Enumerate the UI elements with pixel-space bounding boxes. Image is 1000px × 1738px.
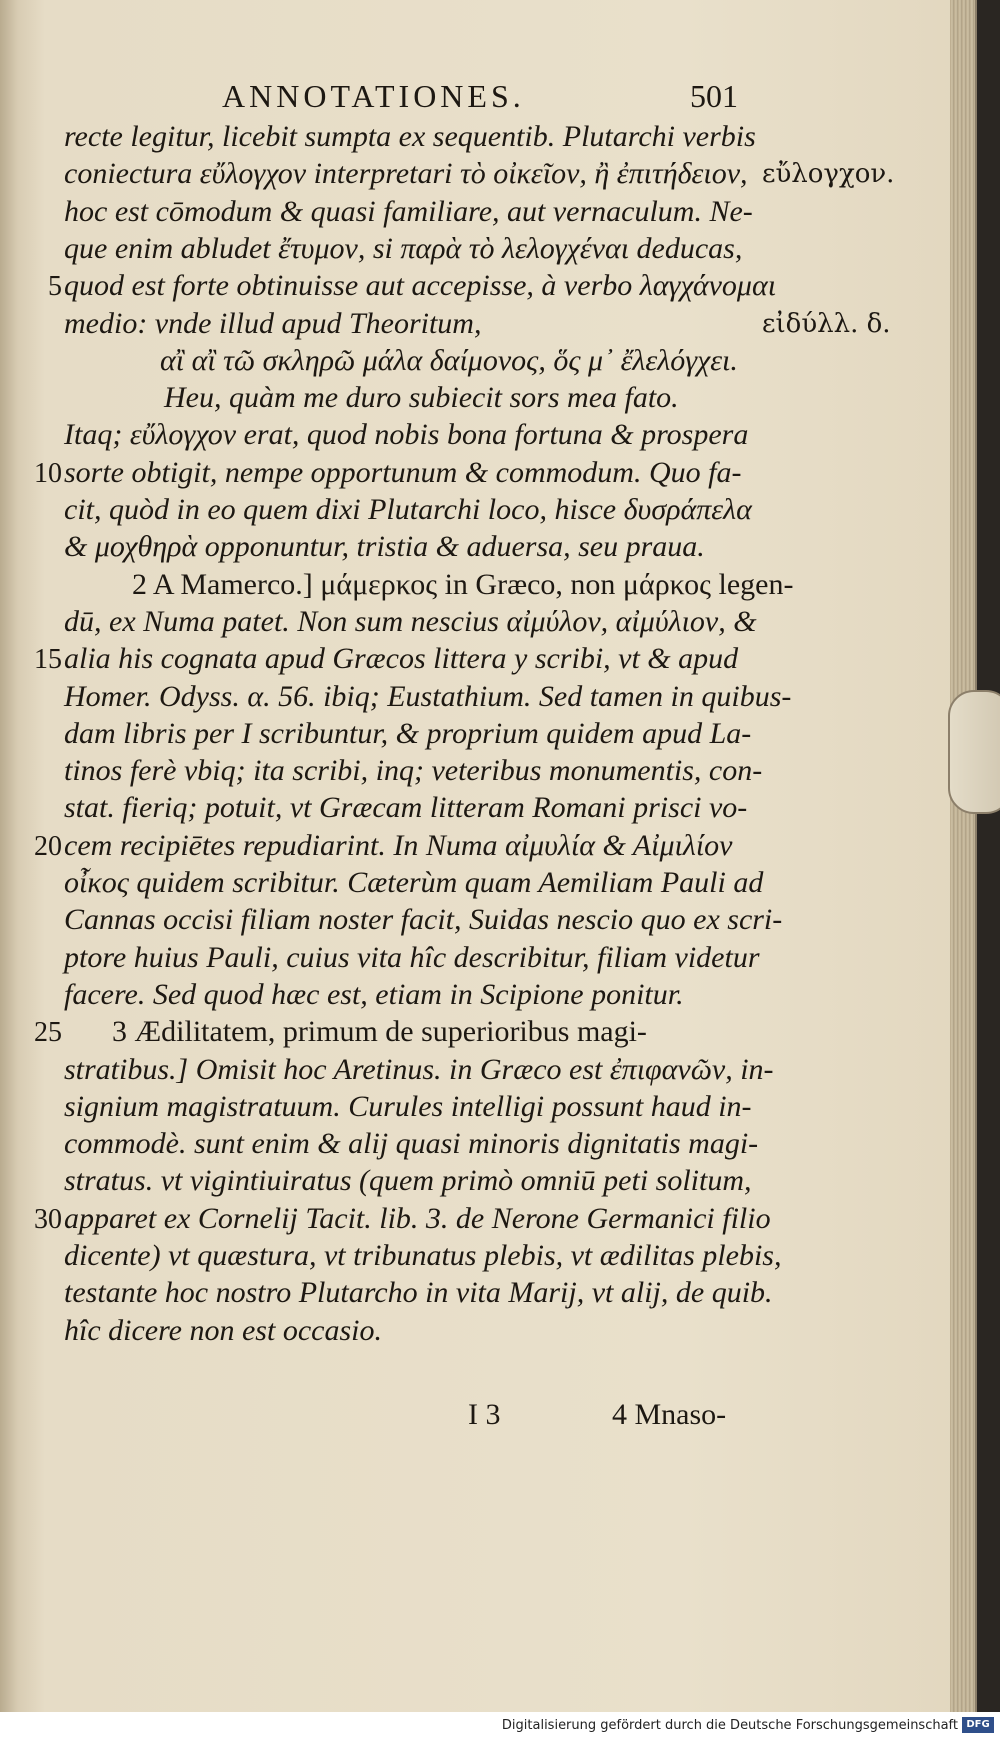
- text-line: [0, 1015, 977, 1053]
- text-line: [0, 1276, 977, 1314]
- marginal-note: εἰδύλλ. δ.: [762, 308, 891, 339]
- text-line: [0, 903, 977, 941]
- line-text: stratus. vt vigintiuiratus (quem primò omniū peti solitum,: [64, 1164, 752, 1198]
- line-text: apparet ex Cornelij Tacit. lib. 3. de Nerone Germanici filio: [64, 1201, 771, 1235]
- text-line: [0, 1053, 977, 1091]
- line-text: facere. Sed quod hæc est, etiam in Scipione ponitur.: [64, 977, 684, 1011]
- clip-tab: [948, 690, 1000, 814]
- line-text: quod est forte obtinuisse aut accepisse, à verbo λαγχάνομαι: [64, 269, 777, 303]
- text-line: [0, 717, 977, 755]
- marginal-note: εὔλογχον.: [762, 159, 895, 190]
- line-text: cit, quòd in eo quem dixi Plutarchi loco, hisce δυσράπελα: [64, 493, 752, 526]
- text-line: [0, 829, 977, 867]
- line-number: 15: [34, 644, 62, 676]
- line-text: 2 A Mamerco.] μάμερκος in Græco, non μάρκος legen-: [132, 567, 794, 601]
- text-line: [0, 157, 977, 195]
- line-number: 5: [48, 271, 62, 303]
- running-head: ANNOTATIONES.: [222, 78, 525, 114]
- line-text: αἲ αἲ τῶ σκληρῶ μάλα δαίμονος, ὅς μ᾽ ἔλελόγχει.: [160, 343, 738, 377]
- text-line: [0, 307, 977, 345]
- line-number: 25: [34, 1017, 62, 1049]
- text-line: [0, 642, 977, 680]
- line-text: Cannas occisi filiam noster facit, Suidas nescio quo ex scri-: [64, 903, 783, 937]
- line-text: commodè. sunt enim & alij quasi minoris dignitatis magi-: [64, 1127, 759, 1161]
- line-text: 3 Ædilitatem, primum de superioribus magi-: [112, 1015, 647, 1049]
- line-text: coniectura εὔλογχον interpretari τὸ οἰκεῖον, ἢ ἐπιτήδειον,: [64, 157, 748, 191]
- text-line: [0, 1090, 977, 1128]
- text-line: [0, 791, 977, 829]
- line-text: hoc est cōmodum & quasi familiare, aut vernaculum. Ne-: [64, 194, 753, 228]
- text-line: [0, 754, 977, 792]
- text-line: [0, 866, 977, 904]
- line-text: οἶκος quidem scribitur. Cæterùm quam Aemiliam Pauli ad: [64, 866, 764, 899]
- line-text: signium magistratuum. Curules intelligi possunt haud in-: [64, 1089, 752, 1123]
- dfg-logo: DFG: [962, 1717, 994, 1733]
- line-number: 10: [34, 457, 62, 489]
- text-line: [0, 530, 977, 568]
- text-line: [0, 1202, 977, 1240]
- text-line: [0, 605, 977, 643]
- line-text: cem recipiētes repudiarint. In Numa αἰμυλία & Αἰμιλίον: [64, 828, 733, 862]
- text-line: [0, 941, 977, 979]
- line-text: Heu, quàm me duro subiecit sors mea fato.: [164, 381, 679, 415]
- text-line: [0, 120, 977, 158]
- page-header: [0, 78, 975, 118]
- signature-mark: I 3: [468, 1398, 501, 1431]
- line-text: dam libris per I scribuntur, & proprium quidem apud La-: [64, 716, 752, 750]
- text-line: [0, 269, 977, 307]
- text-line: [0, 232, 977, 270]
- line-text: que enim abludet ἔτυμον, si παρὰ τὸ λελογχέναι deducas,: [64, 231, 743, 265]
- line-text: & μοχθηρὰ opponuntur, tristia & aduersa, seu praua.: [64, 530, 705, 564]
- line-text: tinos ferè vbiq; ita scribi, inq; veteribus monumentis, con-: [64, 754, 763, 788]
- text-line: [0, 381, 977, 419]
- line-text: medio: vnde illud apud Theoritum,: [64, 306, 482, 340]
- line-text: dū, ex Numa patet. Non sum nescius αἰμύλον, αἰμύλιον, &: [64, 604, 757, 638]
- line-text: sorte obtigit, nempe opportunum & commodum. Quo fa-: [64, 455, 742, 489]
- line-text: stat. fieriq; potuit, vt Græcam litteram Romani prisci vo-: [64, 791, 748, 825]
- text-line: [0, 344, 977, 382]
- footer-credit: Digitalisierung gefördert durch die Deutsche Forschungsgemeinschaft: [501, 1718, 958, 1733]
- footer-bar: [0, 1712, 1000, 1738]
- line-text: stratibus.] Omisit hoc Aretinus. in Græco est ἐπιφανῶν, in-: [64, 1052, 774, 1086]
- text-line: [0, 680, 977, 718]
- text-line: [0, 1127, 977, 1165]
- line-number: 20: [34, 830, 62, 862]
- text-line: [0, 456, 977, 494]
- page-number: 501: [690, 78, 738, 114]
- line-text: recte legitur, licebit sumpta ex sequentib. Plutarchi verbis: [64, 120, 756, 153]
- text-line: [0, 568, 977, 606]
- text-line: [0, 195, 977, 233]
- text-line: [0, 493, 977, 531]
- line-text: alia his cognata apud Græcos littera y scribi, vt & apud: [64, 642, 739, 676]
- line-text: testante hoc nostro Plutarcho in vita Marij, vt alij, de quib.: [64, 1276, 773, 1310]
- text-line: [0, 1239, 977, 1277]
- text-line: [0, 1164, 977, 1202]
- text-line: [0, 1314, 977, 1352]
- line-text: Homer. Odyss. α. 56. ibiq; Eustathium. Sed tamen in quibus-: [64, 679, 792, 713]
- line-text: ptore huius Pauli, cuius vita hîc describitur, filiam videtur: [64, 940, 760, 974]
- text-line: [0, 978, 977, 1016]
- line-number: 30: [34, 1203, 62, 1235]
- line-text: Itaq; εὔλογχον erat, quod nobis bona fortuna & prospera: [64, 418, 749, 452]
- text-line: [0, 418, 977, 456]
- catchword: 4 Mnaso-: [612, 1398, 727, 1431]
- line-text: dicente) vt quæstura, vt tribunatus plebis, vt ædilitas plebis,: [64, 1239, 782, 1272]
- line-text: hîc dicere non est occasio.: [64, 1313, 382, 1347]
